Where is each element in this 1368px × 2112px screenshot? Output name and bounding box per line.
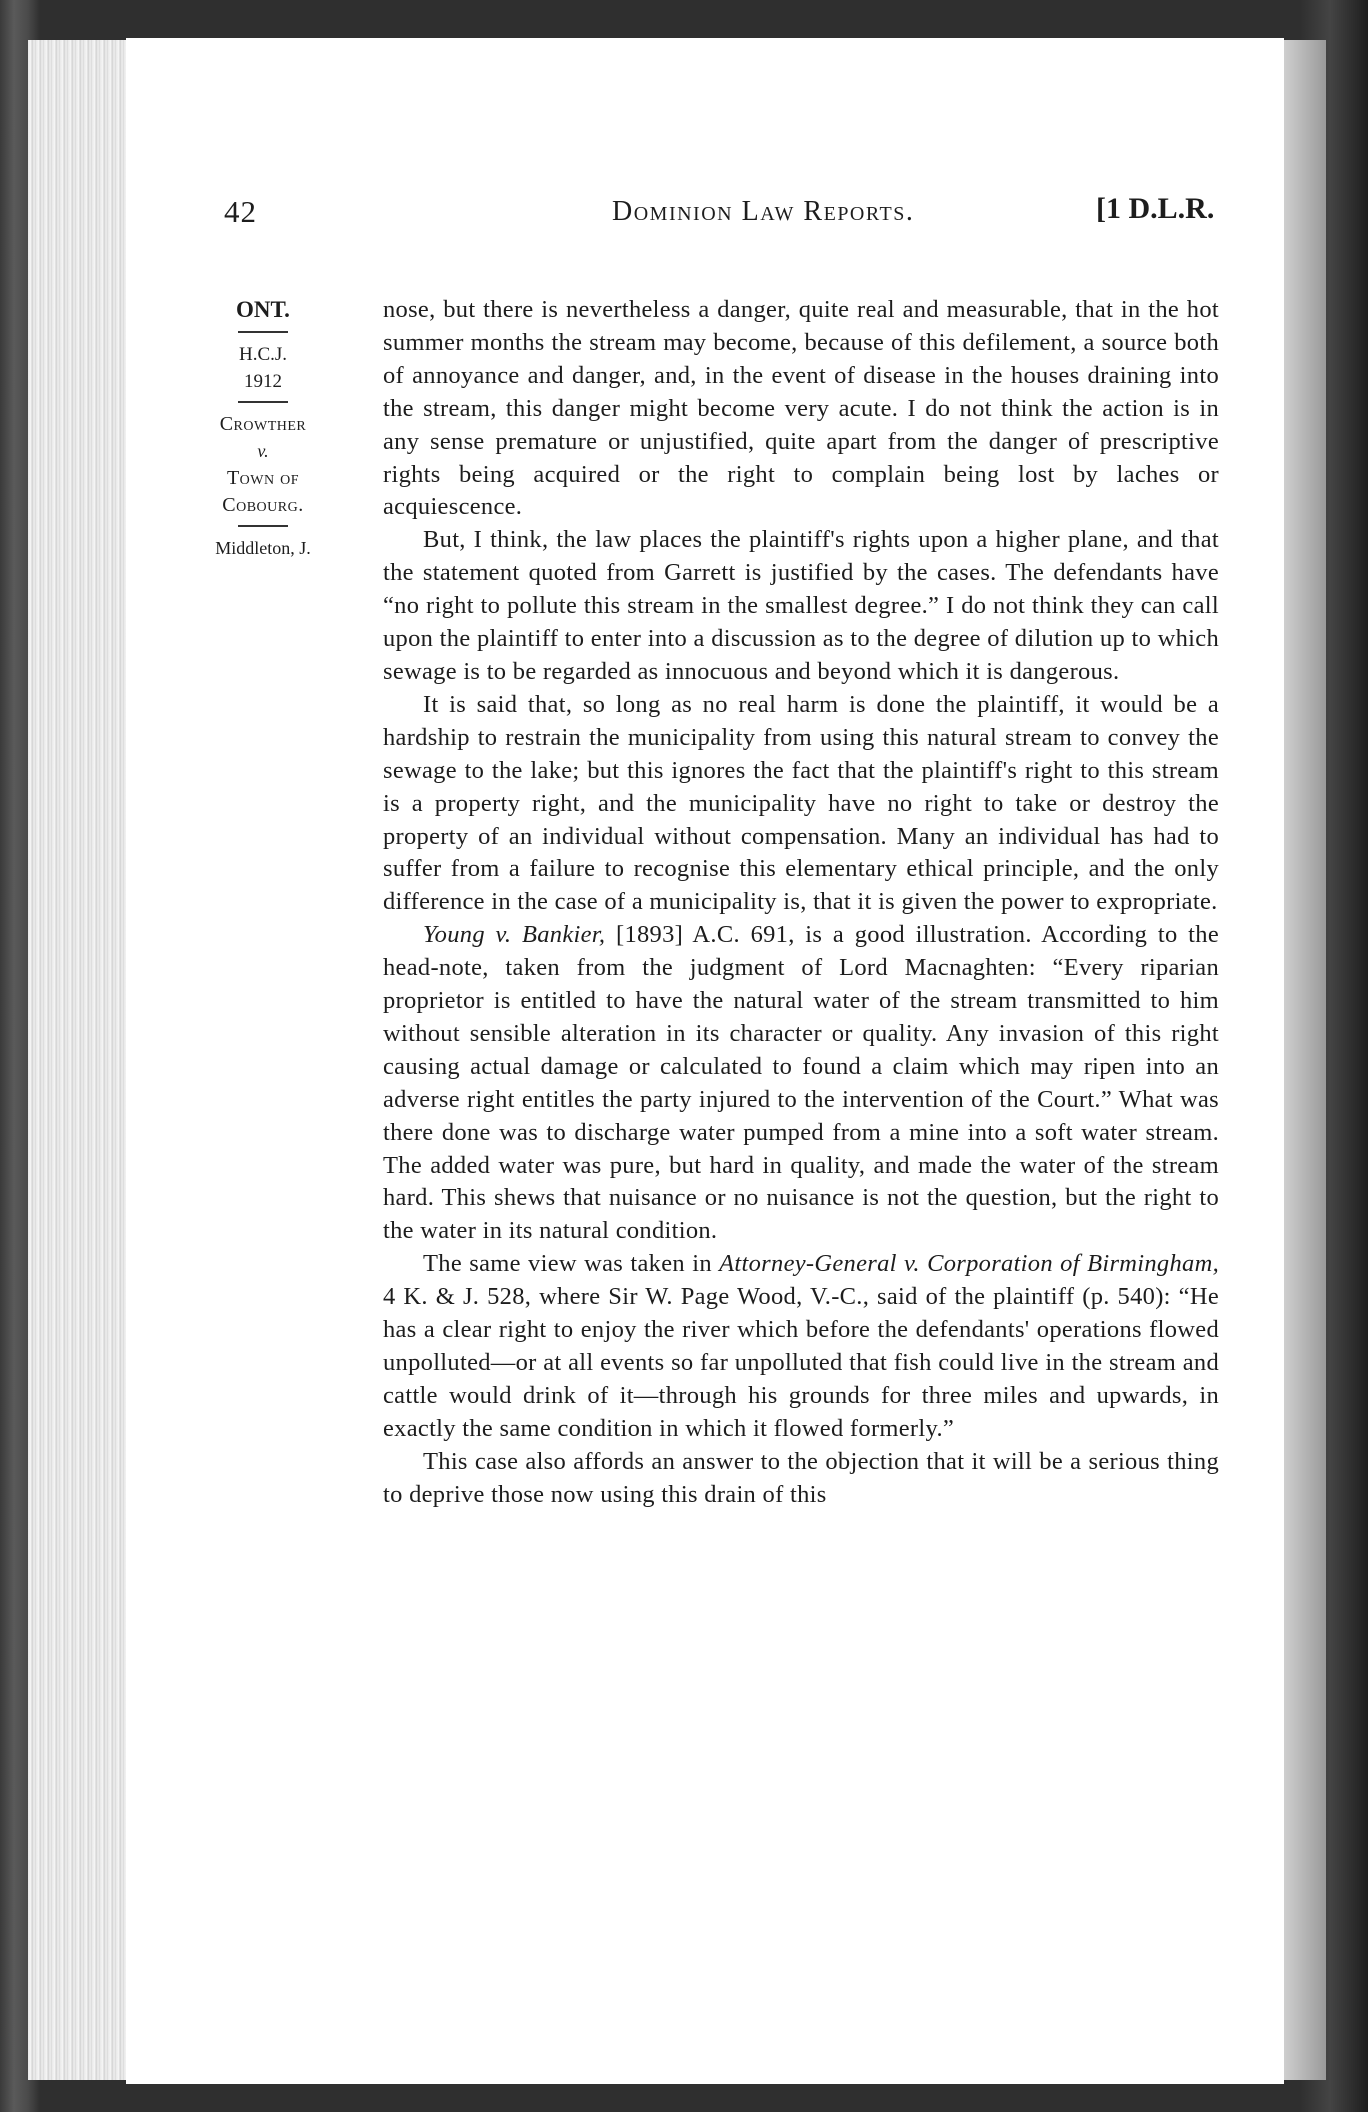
paragraph-lead: The same view was taken in [423,1250,720,1278]
margin-divider [238,525,288,527]
paragraph: It is said that, so long as no real harm is done the plaintiff, it would be a hardship to restrain the municipality from using this natural stream to convey the sewage to the lake; but this ignores the fact that the plaintiff's right to this stream is a property right, and the municipality have no right to take or destroy the property of an individual without compensation. Many an individual has had to suffer from a failure to recognise this elementary ethical principle, and the only difference in the case of a municipality is, that it is given the power to expropriate. [383,690,1219,916]
margin-defendant-line1: Town of [226,467,300,489]
margin-plaintiff: Crowther [219,413,307,435]
margin-divider [238,401,288,403]
book-page [126,38,1284,2084]
margin-note [188,296,338,562]
margin-year: 1912 [244,371,282,392]
paragraph: This case also affords an answer to the objection that it will be a serious thing to deprive those now using this drain of this [383,1447,1219,1508]
page-number: 42 [224,194,257,229]
paragraph: nose, but there is nevertheless a danger, quite real and measurable, that in the hot summer months the stream may become, because of this defilement, a source both of annoyance and danger, and, in the event of disease in the houses draining into the stream, this danger might become very acute. I do not think the action is in any sense premature or unjustified, quite apart from the danger of prescriptive rights being acquired or the right to complain being lost by laches or acquiescence. [383,296,1219,521]
running-title: Dominion Law Reports. [612,196,915,227]
paragraph-text: 4 K. & J. 528, where Sir W. Page Wood, V.-C., said of the plaintiff (p. 540): “He has a clear right to enjoy the river which before the defendants' operations flowed unpolluted—or at all events so far unpolluted that fish could live in the stream and cattle would drink of it—through his grounds for three miles and upwards, in exactly the same condition in which it flowed formerly.” [383,1283,1219,1442]
paragraph [383,919,1219,1248]
paragraph: But, I think, the law places the plaintiff's rights upon a higher plane, and that the statement quoted from Garrett is justified by the cases. The defendants have “no right to pollute this stream in the smallest degree.” I do not think they can call upon the plaintiff to enter into a discussion as to the degree of dilution up to which sewage is to be regarded as innocuous and beyond which it is dangerous. [383,526,1219,685]
volume-reference: [1 D.L.R. [1096,192,1215,225]
paragraph [383,1248,1219,1445]
paragraph-text: [1893] A.C. 691, is a good illustration. According to the head-note, taken from the judgment of Lord Macnaghten: “Every riparian proprietor is entitled to have the natural water of the stream transmitted to him without sensible alteration in its character or quality. Any invasion of this right causing actual damage or calculated to found a claim which may ripen into an adverse right entitles the party injured to the intervention of the Court.” What was there done was to discharge water pumped from a mine into a soft water stream. The added water was pure, but hard in quality, and made the water of the stream hard. This shews that nuisance or no nuisance is not the question, but the right to the water in its natural condition. [383,921,1219,1245]
margin-versus: v. [257,441,269,461]
margin-court: H.C.J. [238,344,288,365]
case-citation: Young v. Bankier, [423,921,606,949]
margin-defendant-line2: Cobourg. [222,494,304,516]
margin-judge: Middleton, J. [215,538,311,558]
margin-divider [238,331,288,333]
binding-shadow [1278,40,1326,2080]
body-text [383,294,1219,1512]
margin-province: ONT. [236,297,290,322]
book-page-edges [28,40,133,2080]
case-citation: Attorney-General v. Corporation of Birmingham, [719,1250,1219,1278]
